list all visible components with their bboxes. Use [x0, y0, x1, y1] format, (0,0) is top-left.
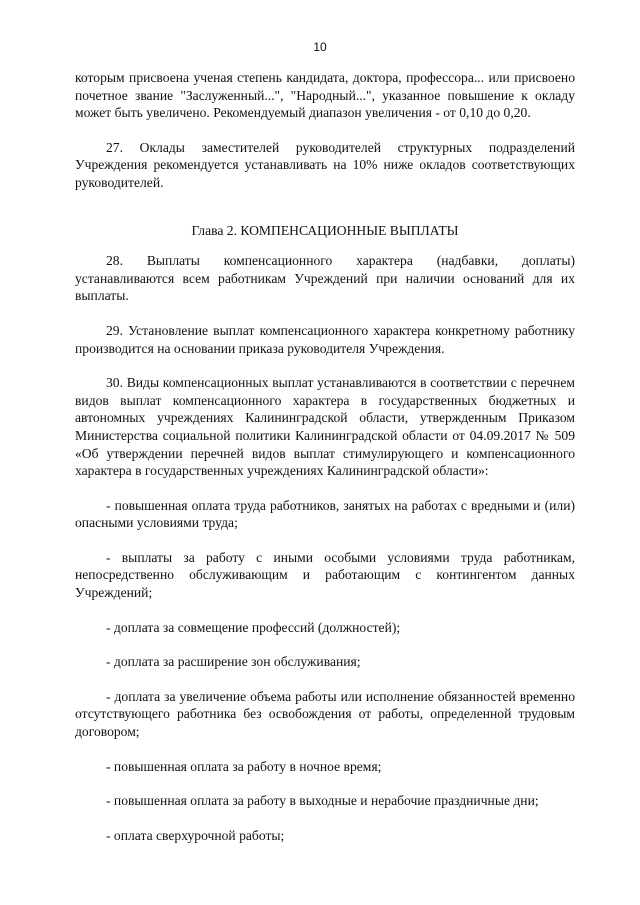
- paragraph-continuation: которым присвоена ученая степень кандидата, доктора, профессора... или присвоено почетное звание "Заслуженный...", "Народный...", указанное повышение к окладу может быть увеличено. Рекомендуемый диапазон увеличения - от 0,10 до 0,20.: [75, 70, 575, 121]
- list-item: - доплата за расширение зон обслуживания;: [106, 654, 361, 670]
- list-item: - повышенная оплата труда работников, занятых на работах с вредными и (или) опасными условиями труда;: [75, 497, 575, 531]
- list-item: - доплата за увеличение объема работы или исполнение обязанностей временно отсутствующего работника без освобождения от работы, определенной трудовым договором;: [75, 688, 575, 740]
- list-item: - оплата сверхурочной работы;: [106, 827, 285, 843]
- list-item: - выплаты за работу с иными особыми условиями труда работникам, непосредственно обслуживающим и работающим с контингентом данных Учреждений;: [75, 549, 575, 601]
- document-body: [75, 69, 575, 844]
- paragraph-28: 28. Выплаты компенсационного характера (надбавки, доплаты) устанавливаются всем работникам Учреждений при наличии оснований для их выплаты.: [75, 253, 575, 304]
- paragraph-27: 27. Оклады заместителей руководителей структурных подразделений Учреждения рекомендуется устанавливать на 10% ниже окладов соответствующих руководителей.: [75, 139, 575, 190]
- list-item: - повышенная оплата за работу в выходные и нерабочие праздничные дни;: [106, 793, 539, 809]
- chapter-title: Глава 2. КОМПЕНСАЦИОННЫЕ ВЫПЛАТЫ: [191, 222, 459, 238]
- list-item: - доплата за совмещение профессий (должностей);: [106, 619, 401, 635]
- paragraph-30: 30. Виды компенсационных выплат устанавливаются в соответствии с перечнем видов выплат компенсационного характера в государственных бюджетных и автономных учреждениях Калининградской области, утвержденным Приказом Министерства социальной политики Калининградской области от 04.09.2017 № 509 «Об утверждении перечней видов выплат стимулирующего и компенсационного характера в государственных учреждениях Калининградской области»:: [75, 375, 575, 479]
- page-number: 10: [313, 40, 327, 54]
- list-item: - повышенная оплата за работу в ночное время;: [106, 758, 382, 774]
- paragraph-29: 29. Установление выплат компенсационного характера конкретному работнику производится на основании приказа руководителя Учреждения.: [75, 322, 575, 356]
